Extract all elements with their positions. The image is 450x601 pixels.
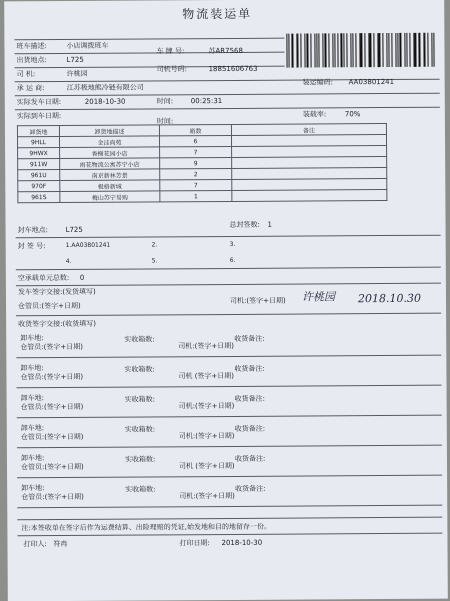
barcode-bar bbox=[328, 33, 329, 67]
barcode-image bbox=[286, 33, 436, 68]
route-label: 班车描述: bbox=[16, 42, 47, 51]
row-cell-description: 雨花物流公寓苏宁小店 bbox=[60, 158, 160, 170]
barcode-bar bbox=[361, 33, 363, 67]
route-value: 小店调拨班车 bbox=[66, 41, 109, 50]
warehouse-sign-label: 仓管员:(签字+日期) bbox=[18, 301, 81, 311]
row-cell-location: 970F bbox=[18, 181, 60, 192]
receipt-location-label: 卸车地: bbox=[20, 424, 45, 433]
receipt-quantity-label: 实收箱数: bbox=[124, 365, 155, 374]
header-cell-remarks: 备注 bbox=[231, 124, 386, 136]
row-cell-quantity: 9 bbox=[160, 157, 232, 168]
barcode-bar bbox=[341, 33, 343, 67]
origin-value: L725 bbox=[66, 55, 84, 64]
barcode-bar bbox=[406, 33, 407, 67]
receipt-warehouse-label: 仓管员:(签字+日期) bbox=[20, 432, 84, 442]
divider bbox=[17, 415, 442, 419]
row-cell-quantity: 1 bbox=[160, 190, 232, 201]
row-cell-location: 911W bbox=[18, 159, 60, 170]
divider bbox=[14, 38, 284, 41]
header-cell-quantity: 箱数 bbox=[159, 124, 231, 135]
seal-number-3: 3. bbox=[229, 240, 236, 248]
print-date-label: 打印日期: bbox=[179, 539, 210, 548]
receipt-quantity-label: 实收箱数: bbox=[125, 485, 156, 494]
receipt-driver-label: 司机 (签字+日期) bbox=[178, 461, 235, 471]
barcode-bar bbox=[291, 34, 293, 68]
driver-sign-date: 2018.10.30 bbox=[357, 291, 422, 306]
divider bbox=[17, 505, 442, 509]
seal-number-1: 1.AA03801241 bbox=[65, 241, 111, 249]
print-date-value: 2018-10-30 bbox=[221, 538, 263, 548]
barcode-bar bbox=[355, 33, 356, 67]
barcode-bar bbox=[322, 33, 323, 67]
seal-total-label: 总封签数: bbox=[229, 220, 260, 229]
receipt-location-label: 卸车地: bbox=[20, 334, 44, 343]
divider bbox=[14, 52, 284, 55]
receipt-warehouse-label: 仓管员:(签字+日期) bbox=[21, 492, 84, 502]
divider bbox=[16, 235, 441, 239]
barcode-bar bbox=[425, 33, 426, 67]
barcode-bar bbox=[286, 34, 287, 68]
receipt-location-label: 卸车地: bbox=[20, 454, 45, 463]
departure-time: 00:25:31 bbox=[190, 97, 223, 106]
driver-value: 许桃园 bbox=[66, 69, 88, 78]
receipt-location-label: 卸车地: bbox=[20, 364, 44, 373]
barcode-bar bbox=[370, 33, 371, 67]
row-cell-quantity: 2 bbox=[160, 168, 232, 179]
barcode-bar bbox=[319, 33, 320, 67]
seal-no-label: 封 签 号: bbox=[17, 242, 46, 251]
seal-number-2: 2. bbox=[151, 241, 158, 249]
shipping-document bbox=[4, 0, 448, 601]
empty-box-value: 0 bbox=[79, 273, 85, 282]
arrival-time-label: 时间: bbox=[156, 117, 174, 126]
receipt-quantity-label: 实收箱数: bbox=[124, 455, 156, 464]
receipt-warehouse-label: 仓管员:(签字+日期) bbox=[20, 372, 84, 382]
phone-label: 司机号码: bbox=[156, 65, 187, 74]
divider bbox=[17, 385, 442, 389]
receipt-note-label: 收货备注: bbox=[234, 424, 266, 433]
row-cell-location: 9HLL bbox=[17, 137, 59, 148]
barcode-bar bbox=[418, 33, 420, 67]
divider bbox=[16, 313, 441, 317]
seal-number-5: 5. bbox=[151, 257, 158, 265]
receipt-driver-label: 司机 (签字+日期) bbox=[178, 371, 235, 381]
row-cell-quantity: 6 bbox=[159, 135, 231, 146]
barcode-bar bbox=[395, 33, 396, 67]
row-cell-location: 9HWX bbox=[18, 148, 60, 159]
barcode-bar bbox=[316, 33, 317, 67]
document-title: 物流装运单 bbox=[182, 6, 253, 22]
barcode-bar bbox=[386, 33, 387, 67]
seal-location-label: 封车地点: bbox=[17, 226, 48, 235]
receipt-note-label: 收货备注: bbox=[234, 394, 265, 403]
barcode-bar bbox=[397, 33, 398, 67]
printer-label: 打印人: bbox=[23, 540, 47, 549]
barcode-bar bbox=[306, 33, 308, 67]
header-cell-description: 卸货地描述 bbox=[59, 125, 159, 137]
row-cell-quantity: 7 bbox=[160, 179, 232, 190]
shipcode-value: AA03801241 bbox=[348, 77, 395, 87]
seal-number-4: 4. bbox=[65, 257, 72, 265]
phone-value: 18851606763 bbox=[208, 64, 258, 74]
barcode-bar bbox=[400, 33, 402, 67]
driver-sign-label: 司机:(签字+日期) bbox=[229, 296, 286, 305]
divider bbox=[17, 475, 442, 479]
divider bbox=[16, 267, 441, 271]
receipt-note-label: 收货备注: bbox=[235, 484, 266, 493]
barcode-bar bbox=[332, 33, 333, 67]
receipt-note-label: 收货备注: bbox=[234, 454, 266, 463]
barcode-bar bbox=[298, 34, 299, 68]
barcode-bar bbox=[300, 34, 301, 68]
barcode-bar bbox=[334, 33, 335, 67]
receipt-warehouse-label: 仓管员:(签字+日期) bbox=[20, 462, 84, 472]
carrier-value: 江苏极地熊冷链有限公司 bbox=[66, 83, 144, 92]
seal-location-value: L725 bbox=[65, 225, 83, 234]
origin-label: 出货地点: bbox=[16, 56, 47, 65]
barcode-bar bbox=[389, 33, 390, 67]
receipt-quantity-label: 实收箱数: bbox=[124, 425, 156, 434]
barcode-bar bbox=[344, 33, 345, 67]
barcode-bar bbox=[289, 34, 290, 68]
driver-signature: 许桃园 bbox=[301, 290, 336, 304]
barcode-bar bbox=[364, 33, 365, 67]
carrier-label: 承 运 商: bbox=[16, 84, 45, 93]
load-rate-label: 装载率: bbox=[302, 110, 327, 119]
seal-number-6: 6. bbox=[229, 256, 236, 264]
divider bbox=[16, 355, 441, 359]
divider bbox=[17, 533, 442, 537]
barcode-bar bbox=[433, 33, 434, 67]
receive-sign-label: 收货签字交接:(收货填写) bbox=[18, 319, 96, 329]
row-cell-description: 梅山苏宁易购 bbox=[60, 191, 160, 203]
departure-date: 2018-10-30 bbox=[84, 97, 126, 106]
dispatch-sign-label: 发车签字交接:(发货填写) bbox=[17, 287, 96, 297]
barcode-bar bbox=[325, 33, 327, 67]
row-cell-description: 香榭花园小店 bbox=[60, 147, 160, 159]
barcode-bar bbox=[427, 33, 428, 67]
receipt-note-label: 收货备注: bbox=[234, 364, 265, 373]
row-cell-description: 南京新林芳景 bbox=[60, 169, 160, 181]
driver-label: 司 机: bbox=[16, 70, 36, 79]
barcode-bar bbox=[310, 33, 311, 67]
divider bbox=[17, 517, 442, 521]
barcode-bar bbox=[391, 33, 392, 67]
barcode-bar bbox=[415, 33, 416, 67]
receipt-driver-label: 司机:(签字+日期) bbox=[178, 431, 235, 441]
row-cell-location: 961S bbox=[18, 192, 60, 203]
barcode-bar bbox=[337, 33, 338, 67]
load-rate-value: 70% bbox=[344, 110, 361, 119]
barcode-bar bbox=[352, 33, 353, 67]
row-cell-description: 极格新城 bbox=[60, 180, 160, 192]
footer-note: 注:本签收单在签字后作为运费结算、出险理赔的凭证,始发地和目的地留存一份。 bbox=[21, 522, 272, 533]
receipt-warehouse-label: 仓管员:(签字+日期) bbox=[20, 342, 83, 352]
receipt-quantity-label: 实收箱数: bbox=[124, 335, 155, 344]
barcode-bar bbox=[373, 33, 374, 67]
row-cell-location: 961U bbox=[18, 170, 60, 181]
plate-label: 车 牌 号: bbox=[156, 47, 185, 56]
receipt-warehouse-label: 仓管员:(签字+日期) bbox=[20, 402, 84, 412]
departure-time-label: 时间: bbox=[156, 97, 174, 106]
barcode-bar bbox=[346, 33, 347, 67]
departure-label: 实际发车日期: bbox=[16, 98, 62, 107]
plate-value: 苏AR7568 bbox=[208, 46, 243, 56]
divider bbox=[15, 93, 440, 97]
receipt-location-label: 卸车地: bbox=[21, 484, 45, 493]
arrival-label: 实际到车日期: bbox=[16, 112, 62, 121]
header-cell-location: 卸货地 bbox=[17, 126, 59, 137]
goods-table bbox=[17, 123, 387, 203]
barcode-bar bbox=[409, 33, 410, 67]
receipt-note-label: 收货备注: bbox=[234, 334, 265, 343]
divider bbox=[15, 107, 440, 111]
row-cell-remarks bbox=[232, 190, 387, 202]
divider bbox=[17, 445, 442, 449]
row-cell-quantity: 7 bbox=[160, 146, 232, 157]
table-row bbox=[18, 190, 387, 203]
barcode-bar bbox=[379, 33, 381, 67]
shipcode-label: 装运编码: bbox=[302, 78, 334, 87]
empty-box-label: 空承载单元总数: bbox=[17, 273, 70, 283]
receipt-driver-label: 司机:(签字+日期) bbox=[178, 401, 235, 411]
row-cell-description: 金洼尚苑 bbox=[59, 136, 159, 148]
printer-value: 符冉 bbox=[53, 539, 68, 549]
receipt-quantity-label: 实收箱数: bbox=[124, 395, 155, 404]
barcode-bar bbox=[383, 33, 384, 67]
receipt-driver-label: 司机:(签字+日期) bbox=[179, 491, 235, 501]
receipt-location-label: 卸车地: bbox=[20, 394, 44, 403]
receipt-driver-label: 司机:(签字+日期) bbox=[178, 341, 234, 351]
divider bbox=[16, 283, 441, 287]
seal-total-value: 1 bbox=[267, 220, 273, 229]
